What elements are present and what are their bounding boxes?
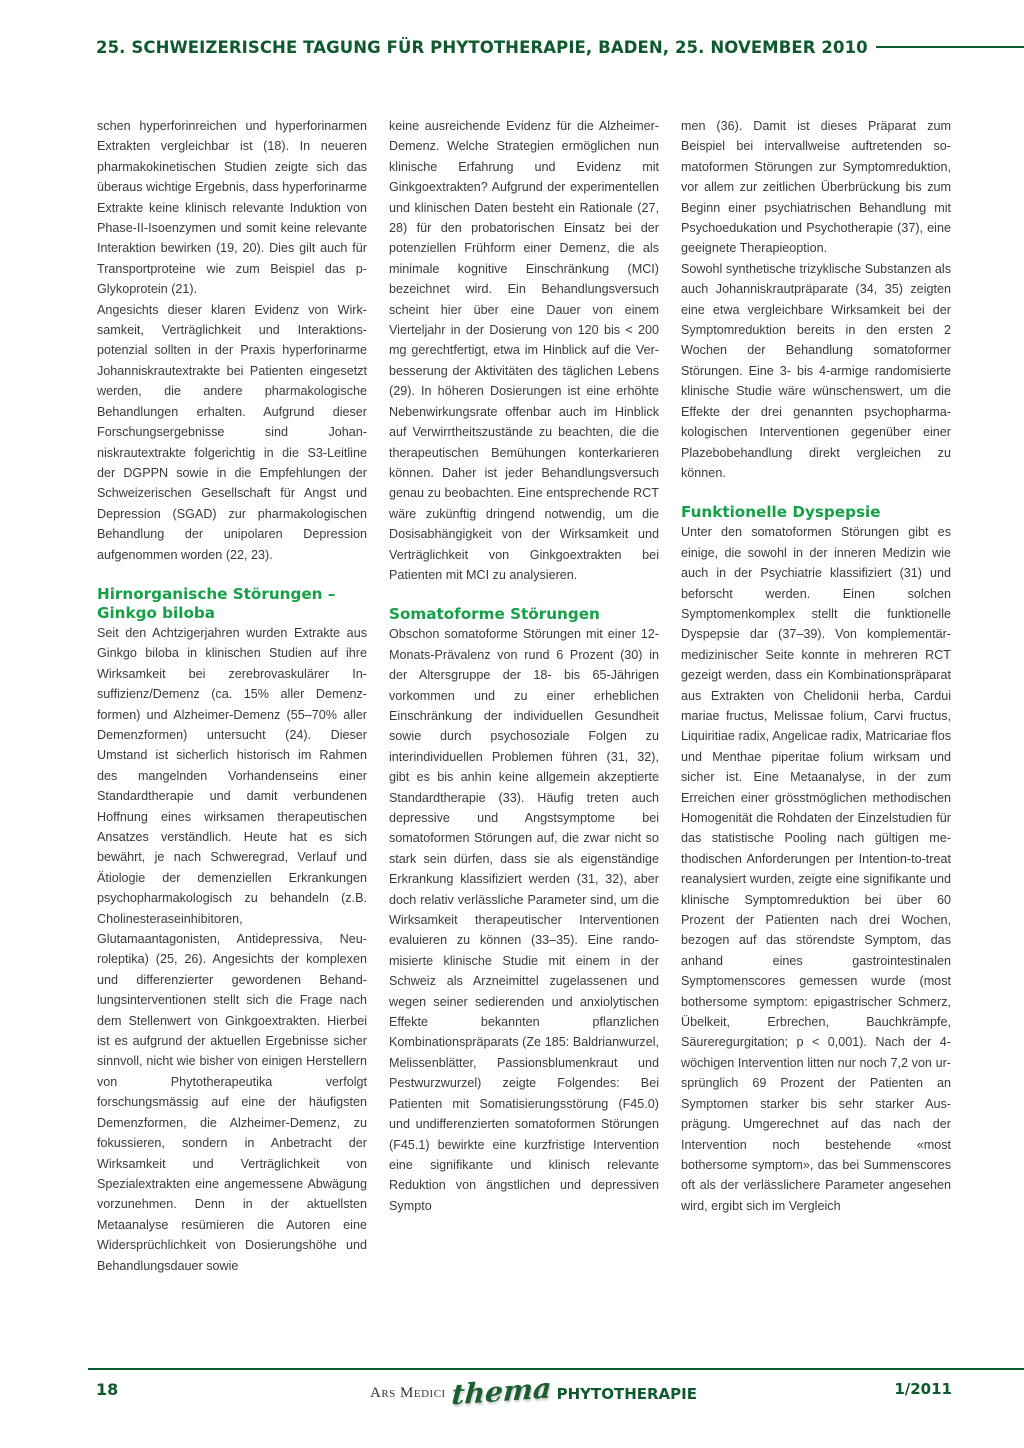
footer-row — [88, 1370, 1024, 1414]
header-title: 25. SCHWEIZERISCHE TAGUNG FÜR PHYTOTHERAPIE, BADEN, 25. NOVEMBER 2010 — [96, 37, 868, 57]
page-footer — [88, 1368, 1024, 1414]
column-3 — [681, 116, 951, 1216]
spacer — [681, 483, 951, 503]
column-2 — [389, 116, 659, 1216]
section-heading-ginkgo: Hirnorganische Störungen – Ginkgo biloba — [97, 584, 336, 622]
spacer — [97, 565, 367, 585]
logo-section-title: PHYTOTHERAPIE — [556, 1385, 697, 1403]
article-body — [97, 116, 952, 1316]
spacer — [389, 585, 659, 605]
logo-ars-medici: Ars Medici — [370, 1385, 446, 1401]
paragraph: Seit den Achtzigerjahren wurden Extrakte aus Ginkgo biloba in klinischen Studien auf ihre Wirksamkeit bei zerebrovaskulärer Insuffizienz/Demenz (ca. 15% aller Demenzformen) und Alzheimer-Demenz (55–70% aller Demenzformen) untersucht (24). Dieser Umstand ist sicherlich historisch im Rahmen des mangelnden Vorhandenseins einer Standardtherapie und damit verbundenen Hoffnung eines wirksamen therapeutischen Ansatzes verständlich. Heute hat es sich bewährt, je nach Schweregrad, Verlauf und Ätiologie der demenziellen Erkrankungen psychopharmakologisch zu behandeln (z.B. Cholinesteraseinhibitoren, Glutamaantagonisten, Antidepressiva, Neuroleptika) (25, 26). Angesichts der komplexen und differenzierter gewordenen Behandlungsinterventionen stellt sich die Frage nach dem Stellenwert von Ginkgoextrakten. Hierbei ist es aufgrund der aktuellen Ergebnisse sicher sinnvoll, nicht wie bisher von einigen Herstellern von Phytotherapeutika verfolgt forschungsmässig auf eine der häufigsten Demenzformen, die Alzheimer-Demenz, zu fokussieren, sondern in Anbetracht der Wirksamkeit und Verträglichkeit von Spezialextrakten eine angemessene Abwägung vorzunehmen. Denn in der aktuellsten Metaanalyse resümieren die Autoren eine Widersprüchlichkeit von Dosierungshöhe und Behandlungsdauer sowie — [97, 625, 367, 1273]
issue-number: 1/2011 — [894, 1380, 952, 1398]
paragraph: Unter den somatoformen Störungen gibt es einige, die sowohl in der inneren Medizin wie auch in der Psychiatrie klassifiziert (31) und beforscht werden. Einen solchen Symptomenkomplex stellt die funktionelle Dyspepsie dar (37–39). Von komplementärmedizinischer Seite konnte in mehreren RCT gezeigt werden, dass ein Kombinationspräparat aus Extrakten von Chelidonii herba, Cardui mariae fructus, Melissae folium, Carvi fructus, Liquiritiae radix, Angelicae radix, Matricariae flos und Menthae piperitae folium wirksam und sicher ist. Eine Metaanalyse, in der zum Erreichen einer grösstmöglichen methodischen Homogenität die Rohdaten der Einzelstudien für das statistische Pooling nach gültigen methodischen Anforderungen per Intention-to-treat reanalysiert wurden, zeigte eine signifikante und klinische Symptomreduktion bei über 60 Prozent der Patienten nach drei Wochen, bezogen auf das störendste Symptom, das anhand eines gastrointestinalen Symptomenscores gemessen wurde (most bothersome symptom: epigastrischer Schmerz, Übelkeit, Erbrechen, Bauchkrämpfe, Säureregurgitation; p < 0,001). Nach der 4-wöchigen Intervention litten nur noch 7,2 von ursprünglich 69 Prozent der Patienten an Symptomen starker bis sehr starker Ausprägung. Umgerechnet auf das nach der Intervention noch bestehende «most bothersome symptom», das bei Summenscores oft als der verlässlichere Parameter angesehen wird, ergibt sich im Vergleich — [681, 525, 951, 1213]
header-rule — [876, 46, 1024, 48]
logo-thema: thema — [450, 1371, 553, 1412]
column-1 — [97, 116, 367, 1276]
paragraph: keine ausreichende Evidenz für die Alzheimer-Demenz. Welche Strategien ermöglichen nun klinische Erfahrung und Evidenz mit Ginkgoextrakten? Aufgrund der experimentellen und klinischen Daten besteht ein Rationale (27, 28) für den probatorischen Einsatz bei der potenziellen Frühform einer Demenz, die als minimale kognitive Einschränkung (MCI) bezeichnet wird. Ein Behandlungsversuch scheint hier über eine Dauer von einem Vierteljahr in der Dosierung von 120 bis < 200 mg gerechtfertigt, etwa im Hinblick auf die Verbesserung der Aktivitäten des täglichen Lebens (29). In höheren Dosierungen ist eine erhöhte Nebenwirkungsrate offenbar auch im Hinblick auf Verwirrtheitszustände zu beachten, die die therapeutischen Bemühungen konterkarieren können. Daher ist jeder Behandlungsversuch genau zu beobachten. Eine entsprechende RCT wäre zukünftig dringend notwendig, um die Dosisabhängigkeit von der Wirksamkeit und Verträglichkeit von Ginkgoextrakten bei Patienten mit MCI zu analysieren. — [389, 119, 659, 582]
paragraph: Sowohl synthetische trizyklische Substanzen als auch Johanniskrautpräparate (34, 35) zeigten eine etwa vergleichbare Wirksamkeit bei der Symptomreduktion bereits in den ersten 2 Wochen der Behandlung somatoformer Störungen. Eine 3- bis 4-armige randomisierte klinische Studie wäre wünschenswert, um die Effekte der drei genannten psychopharmakologischen Interventionen gegenüber einer Plazebobehandlung direkt vergleichen zu können. — [681, 261, 951, 480]
page-number: 18 — [96, 1380, 119, 1399]
paragraph: Obschon somatoforme Störungen mit einer 12-Monats-Prävalenz von rund 6 Prozent (30) in der Altersgruppe der 18- bis 65-Jährigen vorkommen und zu einer erheblichen Einschränkung der individuellen Gesundheit sowie durch psychosoziale Folgen zu interindividuellen Problemen führen (31, 32), gibt es bis anhin keine allgemein akzeptierte Standardtherapie (33). Häufig treten auch depressive und Angstsymptome bei somatoformen Störungen auf, die zwar nicht so stark sein dürfen, dass sie als eigenständige Erkrankung klassifiziert werden (31, 32), aber doch relativ verlässliche Parameter sind, um die Wirksamkeit therapeutischer Interventionen evaluieren zu können (33–35). Eine randomisierte klinische Studie mit einem in der Schweiz als Arzneimittel zugelassenen und wegen seiner sedierenden und anxiolytischen Effekte bekannten pflanzlichen Kombinationspräparats (Ze 185: Baldrianwurzel, Melissenblätter, Passionsblumenkraut und Pestwurzwurzel) zeigte Folgendes: Bei Patienten mit Somatisierungsstörung (F45.0) und undifferenzierten somatoformen Störungen (F45.1) bewirkte eine kurzfristige Intervention eine signifikante und klinisch relevante Reduktion von ängstlichen und depressiven Sympto — [389, 627, 659, 1213]
section-heading-somatoforme: Somatoforme Störungen — [389, 605, 600, 624]
running-header — [96, 34, 1024, 60]
paragraph: schen hyperforinreichen und hyperforinarmen Extrakten vergleichbar ist (18). In neueren pharmakokinetischen Studien zeigte sich das überaus wichtige Ergebnis, dass hyperforinarme Extrakte keine klinisch relevante Induktion von Phase-II-Isoenzymen und somit keine relevante Interaktion bewirken (19, 20). Dies gilt auch für Transportproteine wie zum Beispiel das p-Glykoprotein (21). — [97, 119, 367, 297]
section-heading-dyspepsie: Funktionelle Dyspepsie — [681, 503, 881, 522]
paragraph: men (36). Damit ist dieses Präparat zum Beispiel bei intervallweise auftretenden somatoformen Störungen zur Symptomreduktion, vor allem zur zeitlichen Überbrückung bis zum Beginn einer psychiatrischen Behandlung mit Psychoedukation und Psychotherapie (37), eine geeignete Therapieoption. — [681, 119, 951, 256]
journal-logo — [370, 1371, 697, 1412]
paragraph: Angesichts dieser klaren Evidenz von Wirksamkeit, Verträglichkeit und Interaktionspotenzial sollten in der Praxis hyperforinarme Johanniskrautextrakte bei Patienten eingesetzt werden, die andere pharmakologische Behandlungen erhalten. Aufgrund dieser Forschungsergebnisse sind Johanniskrautextrakte folgerichtig in die S3-Leitline der DGPPN sowie in die Empfehlungen der Schweizerischen Gesellschaft für Angst und Depression (SGAD) zur pharmakologischen Behandlung der unipolaren Depression aufgenommen worden (22, 23). — [97, 302, 367, 562]
